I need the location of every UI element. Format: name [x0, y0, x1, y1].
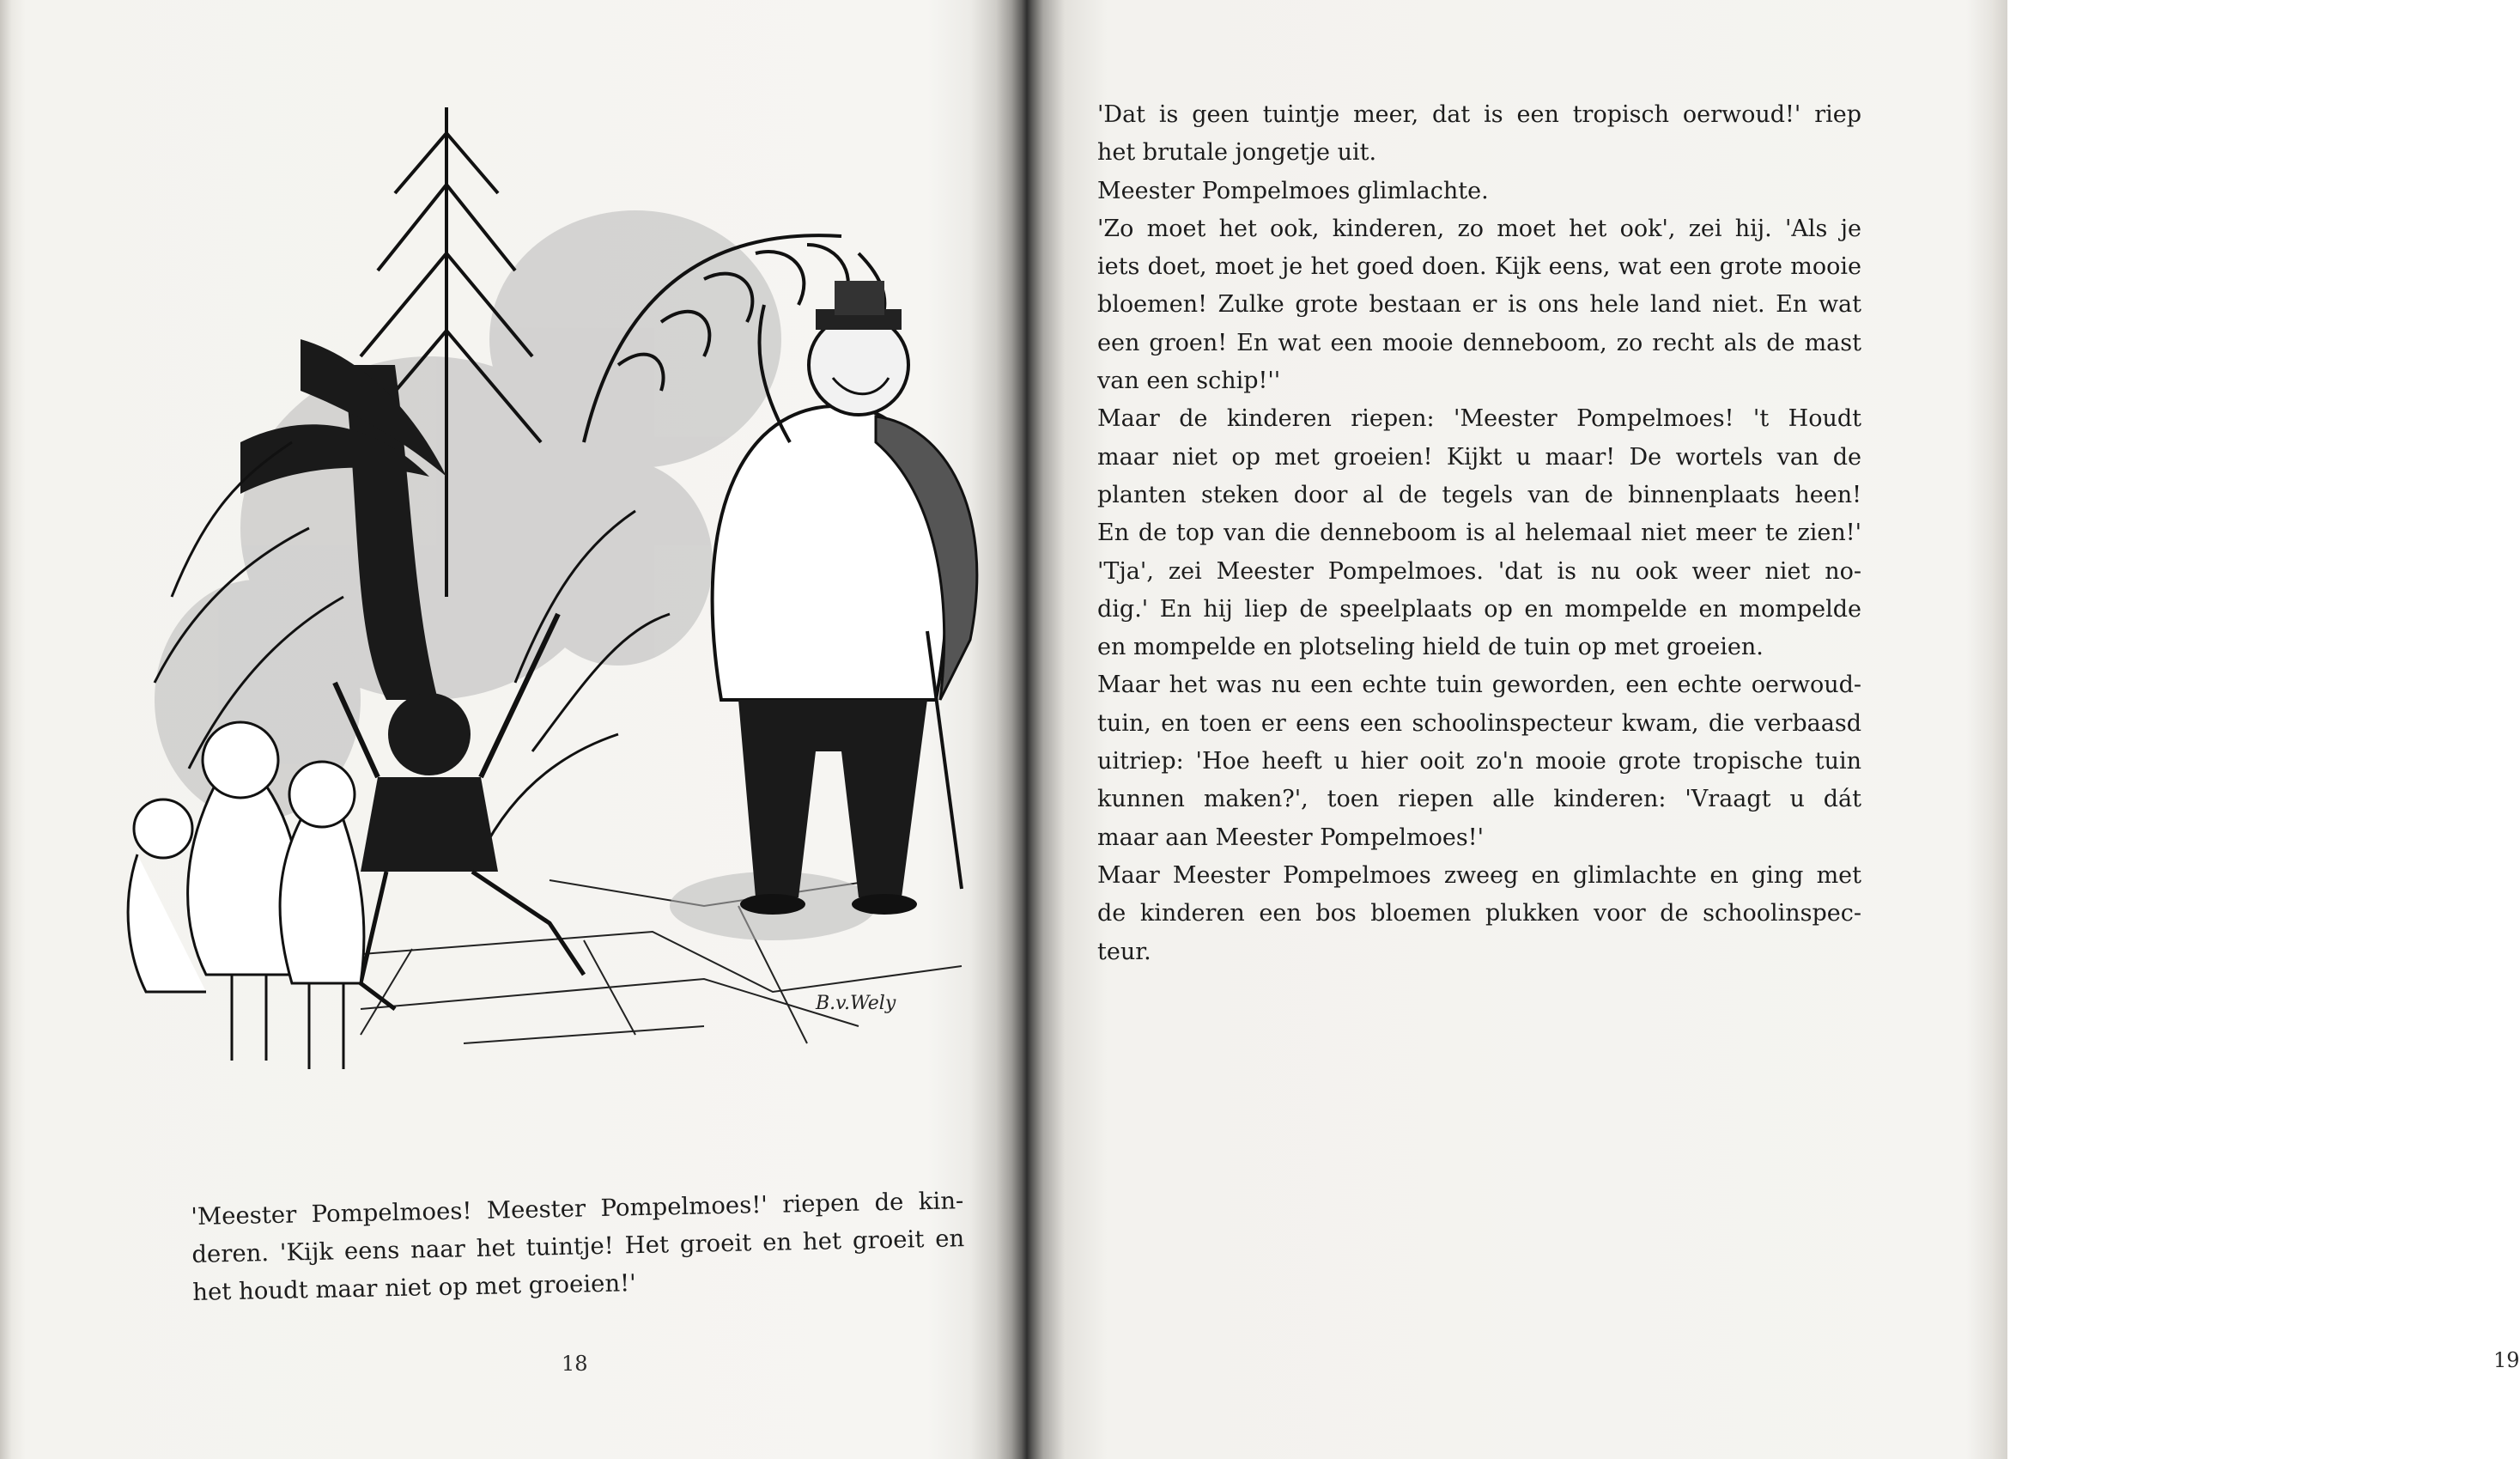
text-line: maar niet op met groeien! Kijkt u maar! De wortels van de [1097, 443, 1861, 471]
text-line: het brutale jongetje uit. [1097, 139, 1377, 167]
page-number-left: 18 [562, 1352, 588, 1376]
text-line: van een schip!'' [1097, 368, 1281, 395]
text-line: tuin, en toen er eens een schoolinspecteur kwam, die verbaasd [1097, 709, 1861, 737]
text-line: een groen! En wat een mooie denneboom, zo recht als de mast [1097, 329, 1861, 356]
text-line: Maar de kinderen riepen: 'Meester Pompelmoes! 't Houdt [1097, 405, 1861, 433]
text-line: Maar het was nu een echte tuin geworden, een echte oerwoud- [1097, 672, 1861, 699]
illustration-drawing [103, 82, 996, 1095]
text-line: kunnen maken?', toen riepen alle kinderen: 'Vraagt u dát [1097, 786, 1861, 813]
text-line: 'Zo moet het ook, kinderen, zo moet het ook', zei hij. 'Als je [1097, 215, 1861, 242]
illustration [103, 82, 996, 1095]
text-line: bloemen! Zulke grote bestaan er is ons hele land niet. En wat [1097, 291, 1861, 319]
illustrator-signature: B.v.Wely [816, 993, 896, 1014]
text-line: de kinderen een bos bloemen plukken voor de schoolinspec- [1097, 900, 1861, 927]
text-line: 'Dat is geen tuintje meer, dat is een tropisch oerwoud!' riep [1097, 101, 1861, 128]
girls-figures [128, 722, 364, 1069]
text-line: iets doet, moet je het goed doen. Kijk eens, wat een grote mooie [1097, 253, 1861, 281]
text-line: teur. [1097, 938, 1151, 965]
caption-line: deren. 'Kijk eens naar het tuintje! Het groeit en het groeit en [191, 1225, 965, 1268]
text-line: maar aan Meester Pompelmoes!' [1097, 824, 1485, 851]
caption-line: 'Meester Pompelmoes! Meester Pompelmoes!' riepen de kin- [191, 1187, 964, 1231]
text-line: En de top van die denneboom is al helemaal niet meer te zien!' [1097, 520, 1861, 547]
page-number-right: 19 [2493, 1348, 2520, 1372]
text-line: 'Tja', zei Meester Pompelmoes. 'dat is nu ook weer niet no- [1097, 557, 1861, 585]
text-line: Maar Meester Pompelmoes zweeg en glimlachte en ging met [1097, 861, 1861, 889]
caption [191, 1182, 966, 1311]
left-page [0, 0, 1023, 1459]
text-line: uitriep: 'Hoe heeft u hier ooit zo'n mooie grote tropische tuin [1097, 748, 1861, 775]
text-line: dig.' En hij liep de speelplaats op en mompelde en mompelde [1097, 595, 1861, 623]
caption-line: het houdt maar niet op met groeien!' [191, 1269, 637, 1306]
text-line: en mompelde en plotseling hield de tuin op met groeien. [1097, 634, 1764, 661]
story-text [1097, 96, 1861, 971]
text-line: planten steken door al de tegels van de binnenplaats heen! [1097, 481, 1861, 508]
text-line: Meester Pompelmoes glimlachte. [1097, 177, 1489, 204]
